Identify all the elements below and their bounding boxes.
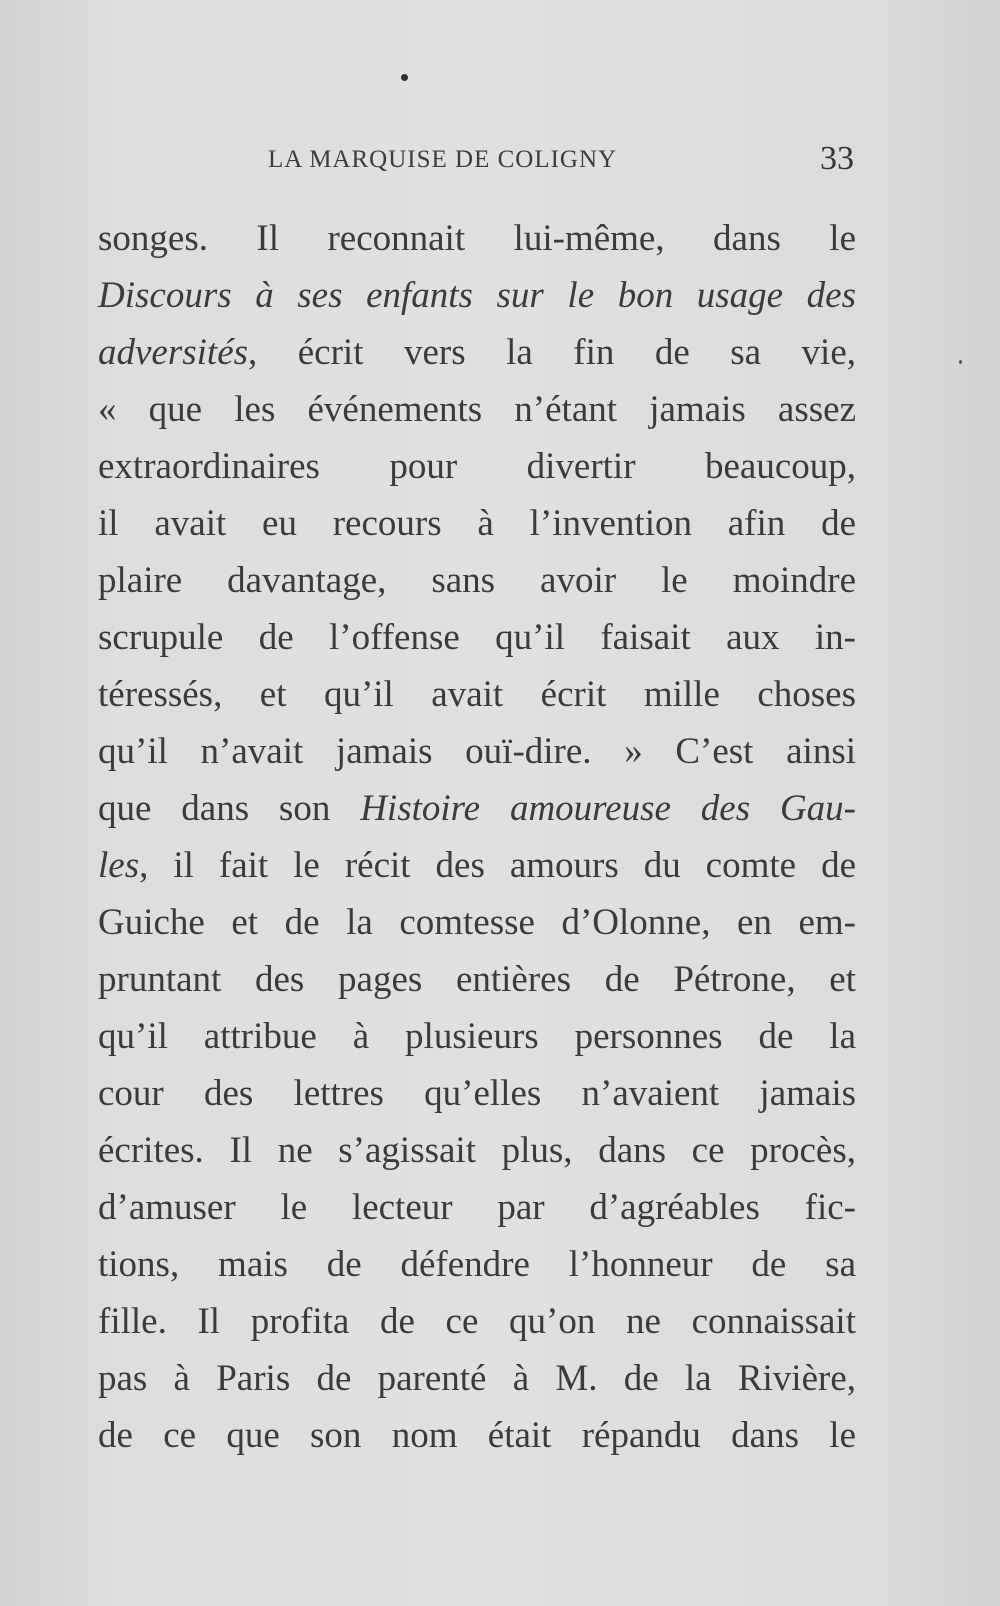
text-segment: il avait eu recours à l’invention afin de [98,503,856,544]
running-title: LA MARQUISE DE COLIGNY [268,146,618,173]
text-line [98,609,856,666]
text-line [98,438,856,495]
text-line [98,1350,856,1407]
text-line [98,495,856,552]
text-segment: qu’il n’avait jamais ouï-dire. » C’est ainsi [98,731,856,772]
text-segment: que dans son [98,788,361,829]
text-segment: de ce que son nom était répandu dans le [98,1415,856,1456]
page-number: 33 [820,140,854,177]
text-segment: fille. Il profita de ce qu’on ne connaissait [98,1301,856,1342]
text-segment: « que les événements n’étant jamais assez [98,389,856,430]
text-line [98,951,856,1008]
italic-segment: Discours à ses enfants sur le bon usage des [98,275,856,316]
italic-segment: Histoire amoureuse des Gau- [360,788,856,829]
text-line [98,324,856,381]
text-segment: plaire davantage, sans avoir le moindre [98,560,856,601]
italic-segment: adversités [98,332,249,373]
text-segment: songes. Il reconnait lui-même, dans le [98,218,856,259]
ink-dot [401,74,408,81]
text-line [98,723,856,780]
italic-segment: les [98,845,140,886]
text-line [98,666,856,723]
text-line [98,1293,856,1350]
text-line [98,1065,856,1122]
text-segment: cour des lettres qu’elles n’avaient jamais [98,1073,856,1114]
text-segment: qu’il attribue à plusieurs personnes de la [98,1016,856,1057]
text-segment: scrupule de l’offense qu’il faisait aux in- [98,617,856,658]
text-line [98,267,856,324]
text-line [98,552,856,609]
text-segment: pruntant des pages entières de Pétrone, et [98,959,856,1000]
text-segment: Guiche et de la comtesse d’Olonne, en em- [98,902,856,943]
text-line [98,1236,856,1293]
text-line [98,1122,856,1179]
text-segment: pas à Paris de parenté à M. de la Rivière, [98,1358,856,1399]
text-line [98,1179,856,1236]
text-line [98,780,856,837]
text-segment: écrites. Il ne s’agissait plus, dans ce procès, [98,1130,856,1171]
text-line [98,1407,856,1464]
text-line [98,837,856,894]
text-line [98,1008,856,1065]
text-line [98,894,856,951]
text-segment: , il fait le récit des amours du comte de [139,845,856,886]
text-segment: tions, mais de défendre l’honneur de sa [98,1244,856,1285]
text-line [98,381,856,438]
ink-speck [959,360,962,364]
text-segment: extraordinaires pour divertir beaucoup, [98,446,856,487]
text-line [98,210,856,267]
text-segment: , écrit vers la fin de sa vie, [248,332,856,373]
body-text [98,210,856,1464]
page-header [98,140,854,180]
text-segment: d’amuser le lecteur par d’agréables fic- [98,1187,856,1228]
text-segment: téressés, et qu’il avait écrit mille choses [98,674,856,715]
